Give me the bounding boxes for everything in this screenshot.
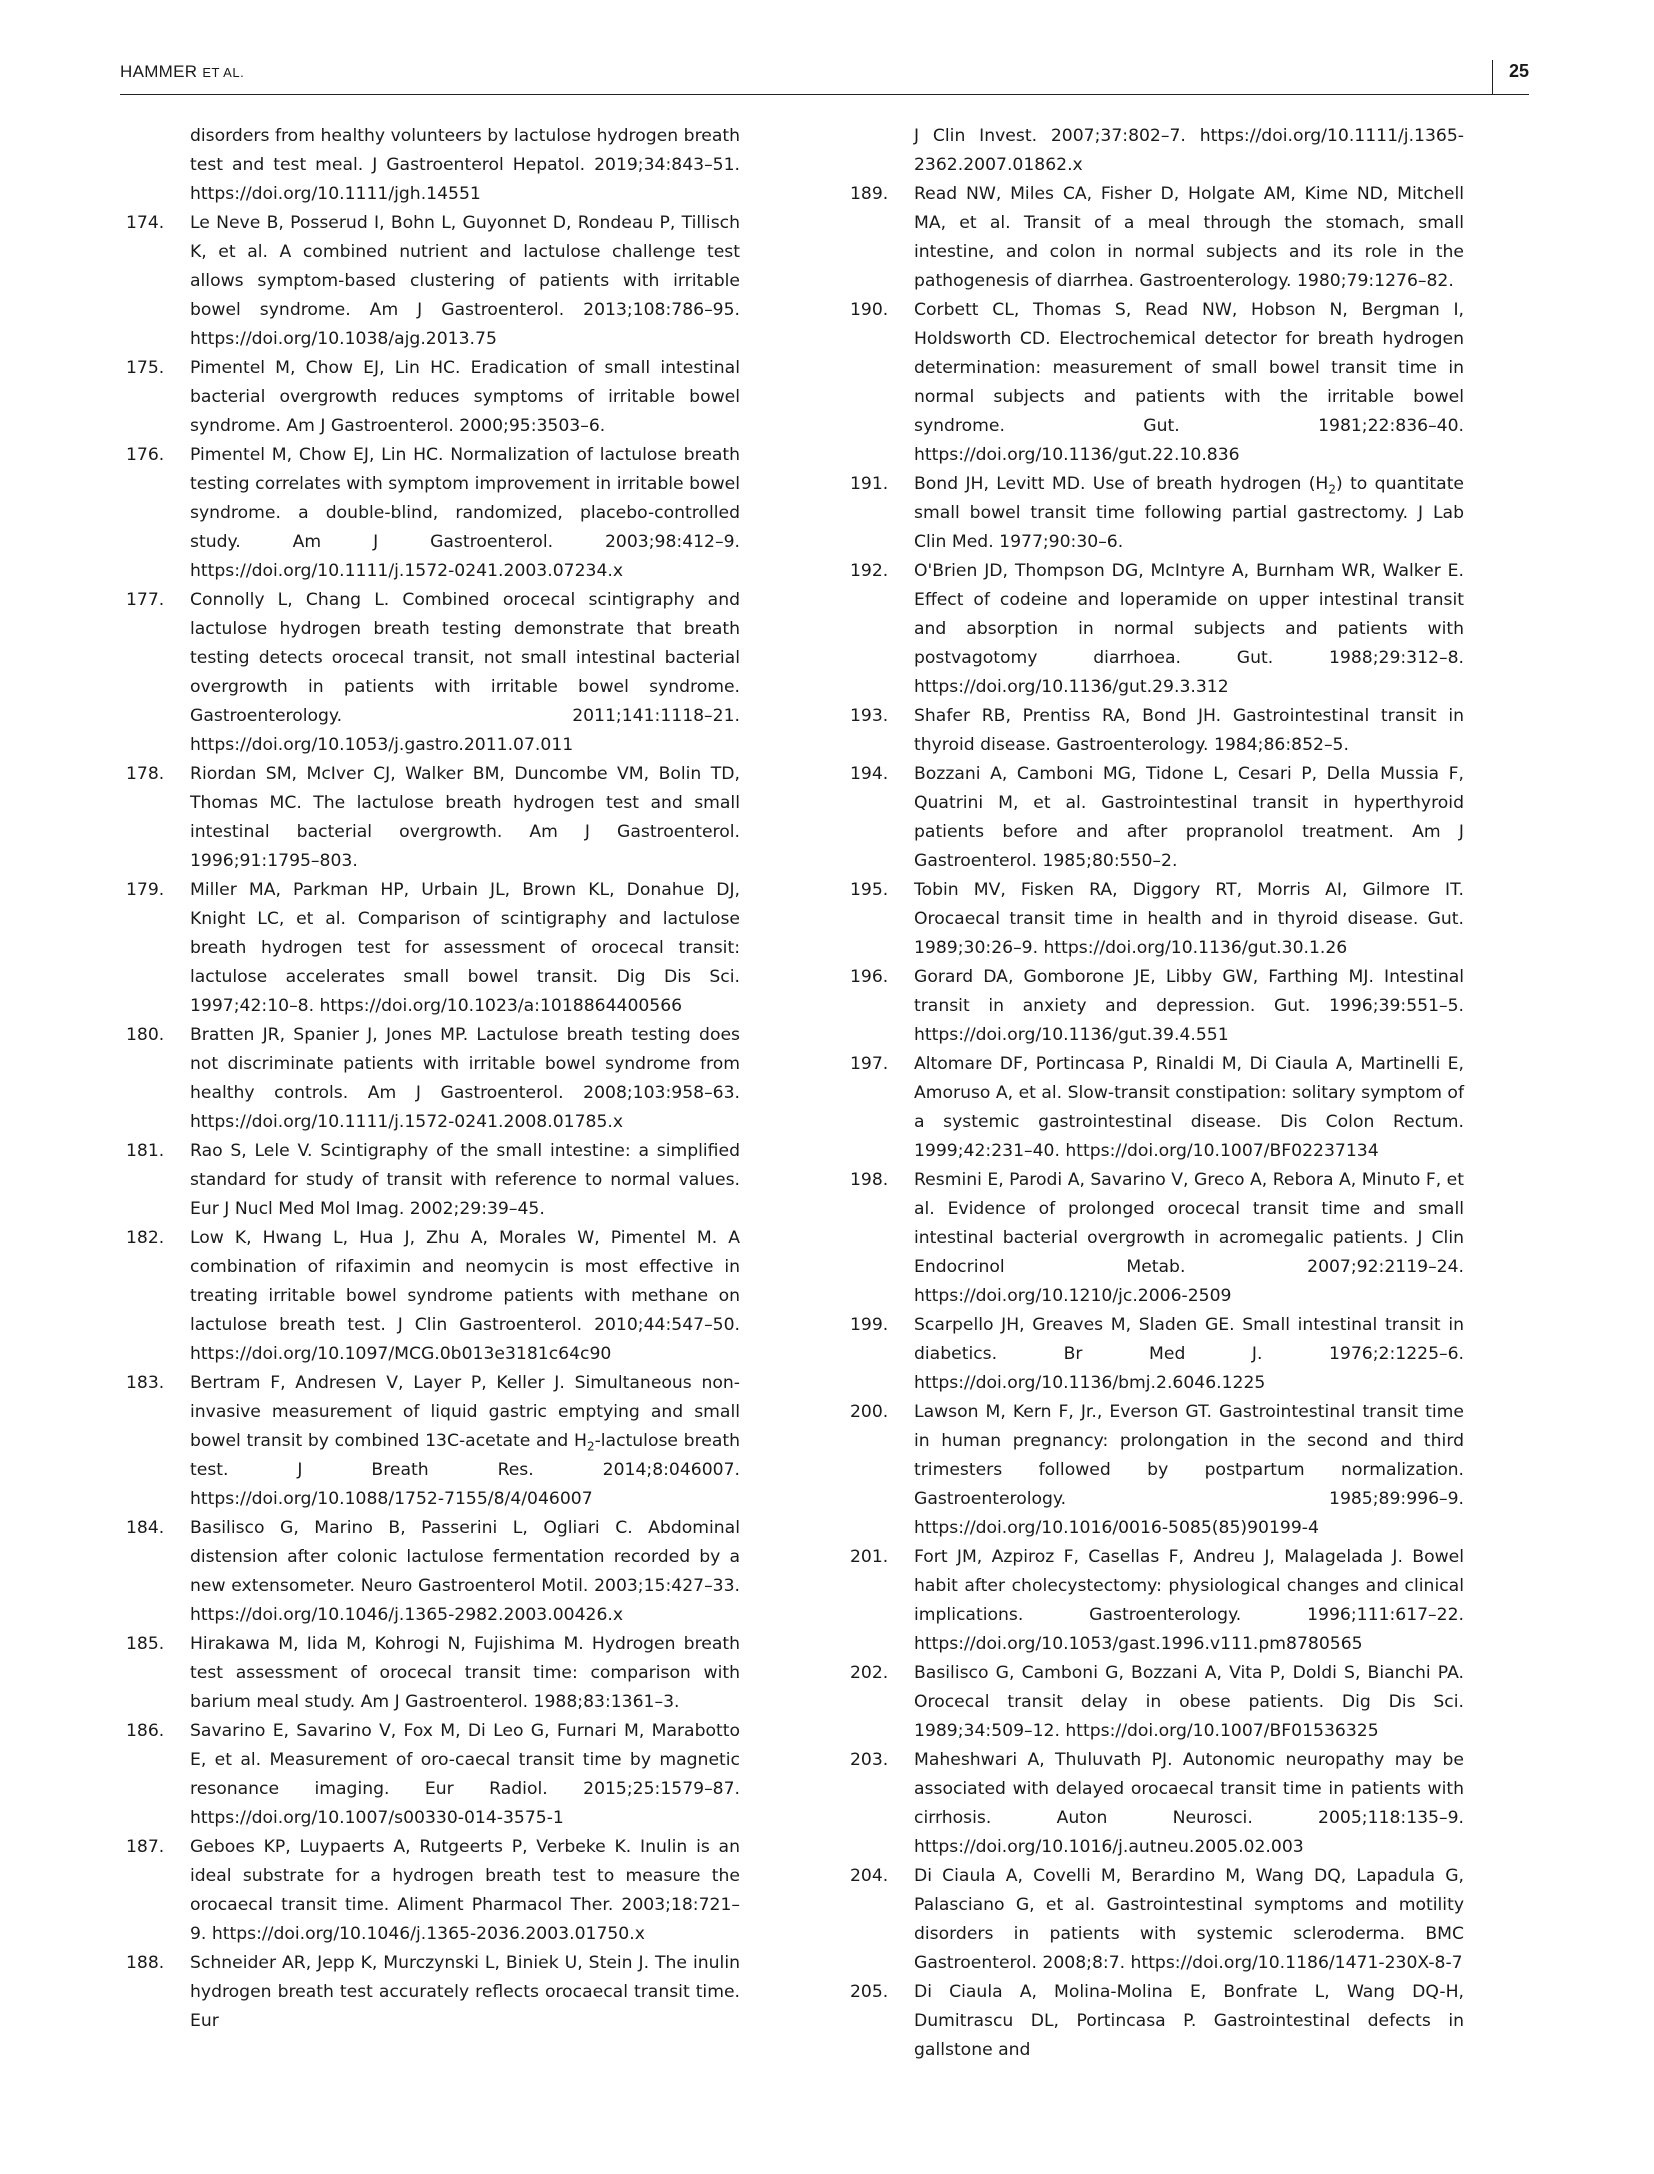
reference-text: O'Brien JD, Thompson DG, McIntyre A, Burnham WR, Walker E. Effect of codeine and loperamide on upper intestinal transit and absorption in normal subjects and patients with postvagotomy diarrhoea. Gut. 1988;29:312–8. https://doi.org/10.1136/gut.29.3.312 xyxy=(914,561,1464,697)
reference-text: Low K, Hwang L, Hua J, Zhu A, Morales W, Pimentel M. A combination of rifaximin and neomycin is most effective in treating irritable bowel syndrome patients with methane on lactulose breath test. J Clin Gastroenterol. 2010;44:547–50. https://doi.org/10.1097/MCG.0b013e3181c64c90 xyxy=(190,1228,740,1364)
reference-number: 187. xyxy=(126,1837,165,1857)
reference-number: 182. xyxy=(126,1228,165,1248)
reference-number: 184. xyxy=(126,1518,165,1538)
reference-number: 189. xyxy=(850,184,889,204)
reference-text: Lawson M, Kern F, Jr., Everson GT. Gastrointestinal transit time in human pregnancy: prolongation in the second and third trimesters followed by postpartum normalization. Gastroenterology. 1985;89:996–9. https://doi.org/10.1016/0016-5085(85)90199-4 xyxy=(914,1402,1464,1538)
reference-text-before-subscript: Bond JH, Levitt MD. Use of breath hydrogen (H xyxy=(914,474,1329,494)
reference-number: 201. xyxy=(850,1547,889,1567)
reference-number: 175. xyxy=(126,358,165,378)
reference-179 xyxy=(126,876,740,1021)
reference-text: Tobin MV, Fisken RA, Diggory RT, Morris AI, Gilmore IT. Orocaecal transit time in health and in thyroid disease. Gut. 1989;30:26–9. https://doi.org/10.1136/gut.30.1.26 xyxy=(914,880,1464,958)
reference-176 xyxy=(126,441,740,586)
reference-190 xyxy=(850,296,1464,470)
reference-number: 191. xyxy=(850,474,889,494)
reference-203 xyxy=(850,1746,1464,1862)
reference-number: 192. xyxy=(850,561,889,581)
running-head-etal: ET AL. xyxy=(202,65,245,80)
reference-205 xyxy=(850,1978,1464,2065)
reference-continuation: J Clin Invest. 2007;37:802–7. https://doi.org/10.1111/j.1365-2362.2007.01862.x xyxy=(914,126,1464,175)
reference-201 xyxy=(850,1543,1464,1659)
reference-text: Shafer RB, Prentiss RA, Bond JH. Gastrointestinal transit in thyroid disease. Gastroenterology. 1984;86:852–5. xyxy=(914,706,1464,755)
reference-184 xyxy=(126,1514,740,1630)
reference-174 xyxy=(126,209,740,354)
reference-text: Savarino E, Savarino V, Fox M, Di Leo G, Furnari M, Marabotto E, et al. Measurement of oro-caecal transit time by magnetic resonance imaging. Eur Radiol. 2015;25:1579–87. https://doi.org/10.1007/s00330-014-3575-1 xyxy=(190,1721,740,1828)
reference-number: 193. xyxy=(850,706,889,726)
reference-202 xyxy=(850,1659,1464,1746)
reference-number: 177. xyxy=(126,590,165,610)
reference-number: 204. xyxy=(850,1866,889,1886)
reference-175 xyxy=(126,354,740,441)
subscript: 2 xyxy=(1328,482,1337,497)
page-header xyxy=(120,60,1529,95)
reference-text: Fort JM, Azpiroz F, Casellas F, Andreu J, Malagelada J. Bowel habit after cholecystectomy: physiological changes and clinical implications. Gastroenterology. 1996;111:617–22. https://doi.org/10.1053/gast.1996.v111.pm8780565 xyxy=(914,1547,1464,1654)
reference-183 xyxy=(126,1369,740,1514)
reference-text: Bratten JR, Spanier J, Jones MP. Lactulose breath testing does not discriminate patients with irritable bowel syndrome from healthy controls. Am J Gastroenterol. 2008;103:958–63. https://doi.org/10.1111/j.1572-0241.2008.01785.x xyxy=(190,1025,740,1132)
reference-198 xyxy=(850,1166,1464,1311)
reference-181 xyxy=(126,1137,740,1224)
reference-text: Scarpello JH, Greaves M, Sladen GE. Small intestinal transit in diabetics. Br Med J. 1976;2:1225–6. https://doi.org/10.1136/bmj.2.6046.1225 xyxy=(914,1315,1464,1393)
reference-191 xyxy=(850,470,1464,557)
reference-number: 181. xyxy=(126,1141,165,1161)
reference-text: Gorard DA, Gomborone JE, Libby GW, Farthing MJ. Intestinal transit in anxiety and depression. Gut. 1996;39:551–5. https://doi.org/10.1136/gut.39.4.551 xyxy=(914,967,1464,1045)
reference-188 xyxy=(126,1949,740,2036)
reference-continuation: disorders from healthy volunteers by lactulose hydrogen breath test and test meal. J Gastroenterol Hepatol. 2019;34:843–51. https://doi.org/10.1111/jgh.14551 xyxy=(190,126,740,204)
reference-number: 180. xyxy=(126,1025,165,1045)
reference-text: Basilisco G, Marino B, Passerini L, Ogliari C. Abdominal distension after colonic lactulose fermentation recorded by a new extensometer. Neuro Gastroenterol Motil. 2003;15:427–33. https://doi.org/10.1046/j.1365-2982.2003.00426.x xyxy=(190,1518,740,1625)
running-head-author: HAMMER xyxy=(120,62,198,81)
reference-200 xyxy=(850,1398,1464,1543)
reference-180 xyxy=(126,1021,740,1137)
reference-text: Geboes KP, Luypaerts A, Rutgeerts P, Verbeke K. Inulin is an ideal substrate for a hydrogen breath test to measure the orocaecal transit time. Aliment Pharmacol Ther. 2003;18:721–9. https://doi.org/10.1046/j.1365-2036.2003.01750.x xyxy=(190,1837,740,1944)
reference-193 xyxy=(850,702,1464,760)
reference-text-before-subscript: Bertram F, Andresen V, Layer P, Keller J. Simultaneous non-invasive measurement of liquid gastric emptying and small bowel transit by combined 13C-acetate and H xyxy=(190,1373,740,1451)
reference-text: Read NW, Miles CA, Fisher D, Holgate AM, Kime ND, Mitchell MA, et al. Transit of a meal through the stomach, small intestine, and colon in normal subjects and its role in the pathogenesis of diarrhea. Gastroenterology. 1980;79:1276–82. xyxy=(914,184,1464,291)
reference-number: 194. xyxy=(850,764,889,784)
reference-number: 183. xyxy=(126,1373,165,1393)
reference-196 xyxy=(850,963,1464,1050)
reference-number: 197. xyxy=(850,1054,889,1074)
subscript: 2 xyxy=(586,1439,595,1454)
reference-number: 200. xyxy=(850,1402,889,1422)
reference-text: Riordan SM, McIver CJ, Walker BM, Duncombe VM, Bolin TD, Thomas MC. The lactulose breath hydrogen test and small intestinal bacterial overgrowth. Am J Gastroenterol. 1996;91:1795–803. xyxy=(190,764,740,871)
reference-text: Hirakawa M, Iida M, Kohrogi N, Fujishima M. Hydrogen breath test assessment of orocecal transit time: comparison with barium meal study. Am J Gastroenterol. 1988;83:1361–3. xyxy=(190,1634,740,1712)
reference-text: Connolly L, Chang L. Combined orocecal scintigraphy and lactulose hydrogen breath testing demonstrate that breath testing detects orocecal transit, not small intestinal bacterial overgrowth in patients with irritable bowel syndrome. Gastroenterology. 2011;141:1118–21. https://doi.org/10.1053/j.gastro.2011.07.011 xyxy=(190,590,740,755)
reference-189 xyxy=(850,180,1464,296)
reference-text: Basilisco G, Camboni G, Bozzani A, Vita P, Doldi S, Bianchi PA. Orocecal transit delay in obese patients. Dig Dis Sci. 1989;34:509–12. https://doi.org/10.1007/BF01536325 xyxy=(914,1663,1464,1741)
reference-number: 195. xyxy=(850,880,889,900)
reference-number: 179. xyxy=(126,880,165,900)
reference-197 xyxy=(850,1050,1464,1166)
reference-204 xyxy=(850,1862,1464,1978)
reference-number: 198. xyxy=(850,1170,889,1190)
reference-177 xyxy=(126,586,740,760)
reference-text: Di Ciaula A, Molina-Molina E, Bonfrate L, Wang DQ-H, Dumitrascu DL, Portincasa P. Gastrointestinal defects in gallstone and xyxy=(914,1982,1464,2060)
reference-number: 176. xyxy=(126,445,165,465)
reference-text: Pimentel M, Chow EJ, Lin HC. Eradication of small intestinal bacterial overgrowth reduces symptoms of irritable bowel syndrome. Am J Gastroenterol. 2000;95:3503–6. xyxy=(190,358,740,436)
reference-text: Pimentel M, Chow EJ, Lin HC. Normalization of lactulose breath testing correlates with symptom improvement in irritable bowel syndrome. a double-blind, randomized, placebo-controlled study. Am J Gastroenterol. 2003;98:412–9. https://doi.org/10.1111/j.1572-0241.2003.07234.x xyxy=(190,445,740,581)
reference-199 xyxy=(850,1311,1464,1398)
reference-192 xyxy=(850,557,1464,702)
reference-number: 174. xyxy=(126,213,165,233)
reference-text: Corbett CL, Thomas S, Read NW, Hobson N, Bergman I, Holdsworth CD. Electrochemical detector for breath hydrogen determination: measurement of small bowel transit time in normal subjects and patients with the irritable bowel syndrome. Gut. 1981;22:836–40. https://doi.org/10.1136/gut.22.10.836 xyxy=(914,300,1464,465)
page-number: 25 xyxy=(1492,60,1529,94)
reference-text-after-subscript: -lactulose breath test. J Breath Res. 2014;8:046007. https://doi.org/10.1088/1752-7155/8/4/046007 xyxy=(190,1431,741,1509)
reference-185 xyxy=(126,1630,740,1717)
reference-number: 196. xyxy=(850,967,889,987)
reference-number: 186. xyxy=(126,1721,165,1741)
reference-194 xyxy=(850,760,1464,876)
running-head xyxy=(120,62,244,82)
reference-text: Di Ciaula A, Covelli M, Berardino M, Wang DQ, Lapadula G, Palasciano G, et al. Gastrointestinal symptoms and motility disorders in patients with systemic scleroderma. BMC Gastroenterol. 2008;8:7. https://doi.org/10.1186/1471-230X-8-7 xyxy=(914,1866,1464,1973)
references-right-column xyxy=(850,122,1464,2065)
reference-186 xyxy=(126,1717,740,1833)
reference-187 xyxy=(126,1833,740,1949)
reference-195 xyxy=(850,876,1464,963)
reference-text: Schneider AR, Jepp K, Murczynski L, Biniek U, Stein J. The inulin hydrogen breath test accurately reflects orocaecal transit time. Eur xyxy=(190,1953,740,2031)
reference-number: 205. xyxy=(850,1982,889,2002)
references-left-column xyxy=(126,122,740,2036)
reference-text: Le Neve B, Posserud I, Bohn L, Guyonnet D, Rondeau P, Tillisch K, et al. A combined nutrient and lactulose challenge test allows symptom-based clustering of patients with irritable bowel syndrome. Am J Gastroenterol. 2013;108:786–95. https://doi.org/10.1038/ajg.2013.75 xyxy=(190,213,740,349)
reference-text: Maheshwari A, Thuluvath PJ. Autonomic neuropathy may be associated with delayed orocaecal transit time in patients with cirrhosis. Auton Neurosci. 2005;118:135–9. https://doi.org/10.1016/j.autneu.2005.02.003 xyxy=(914,1750,1464,1857)
reference-text: Miller MA, Parkman HP, Urbain JL, Brown KL, Donahue DJ, Knight LC, et al. Comparison of scintigraphy and lactulose breath hydrogen test for assessment of orocecal transit: lactulose accelerates small bowel transit. Dig Dis Sci. 1997;42:10–8. https://doi.org/10.1023/a:1018864400566 xyxy=(190,880,740,1016)
reference-number: 203. xyxy=(850,1750,889,1770)
reference-number: 199. xyxy=(850,1315,889,1335)
reference-182 xyxy=(126,1224,740,1369)
reference-number: 185. xyxy=(126,1634,165,1654)
reference-number: 188. xyxy=(126,1953,165,1973)
reference-number: 178. xyxy=(126,764,165,784)
reference-text: Rao S, Lele V. Scintigraphy of the small intestine: a simplified standard for study of transit with reference to normal values. Eur J Nucl Med Mol Imag. 2002;29:39–45. xyxy=(190,1141,740,1219)
reference-number: 190. xyxy=(850,300,889,320)
reference-178 xyxy=(126,760,740,876)
reference-number: 202. xyxy=(850,1663,889,1683)
reference-text: Altomare DF, Portincasa P, Rinaldi M, Di Ciaula A, Martinelli E, Amoruso A, et al. Slow-transit constipation: solitary symptom of a systemic gastrointestinal disease. Dis Colon Rectum. 1999;42:231–40. https://doi.org/10.1007/BF02237134 xyxy=(914,1054,1464,1161)
reference-text-after-subscript: ) to quantitate small bowel transit time following partial gastrectomy. J Lab Clin Med. 1977;90:30–6. xyxy=(914,474,1465,552)
reference-text: Bozzani A, Camboni MG, Tidone L, Cesari P, Della Mussia F, Quatrini M, et al. Gastrointestinal transit in hyperthyroid patients before and after propranolol treatment. Am J Gastroenterol. 1985;80:550–2. xyxy=(914,764,1464,871)
reference-text: Resmini E, Parodi A, Savarino V, Greco A, Rebora A, Minuto F, et al. Evidence of prolonged orocecal transit time and small intestinal bacterial overgrowth in acromegalic patients. J Clin Endocrinol Metab. 2007;92:2119–24. https://doi.org/10.1210/jc.2006-2509 xyxy=(914,1170,1464,1306)
